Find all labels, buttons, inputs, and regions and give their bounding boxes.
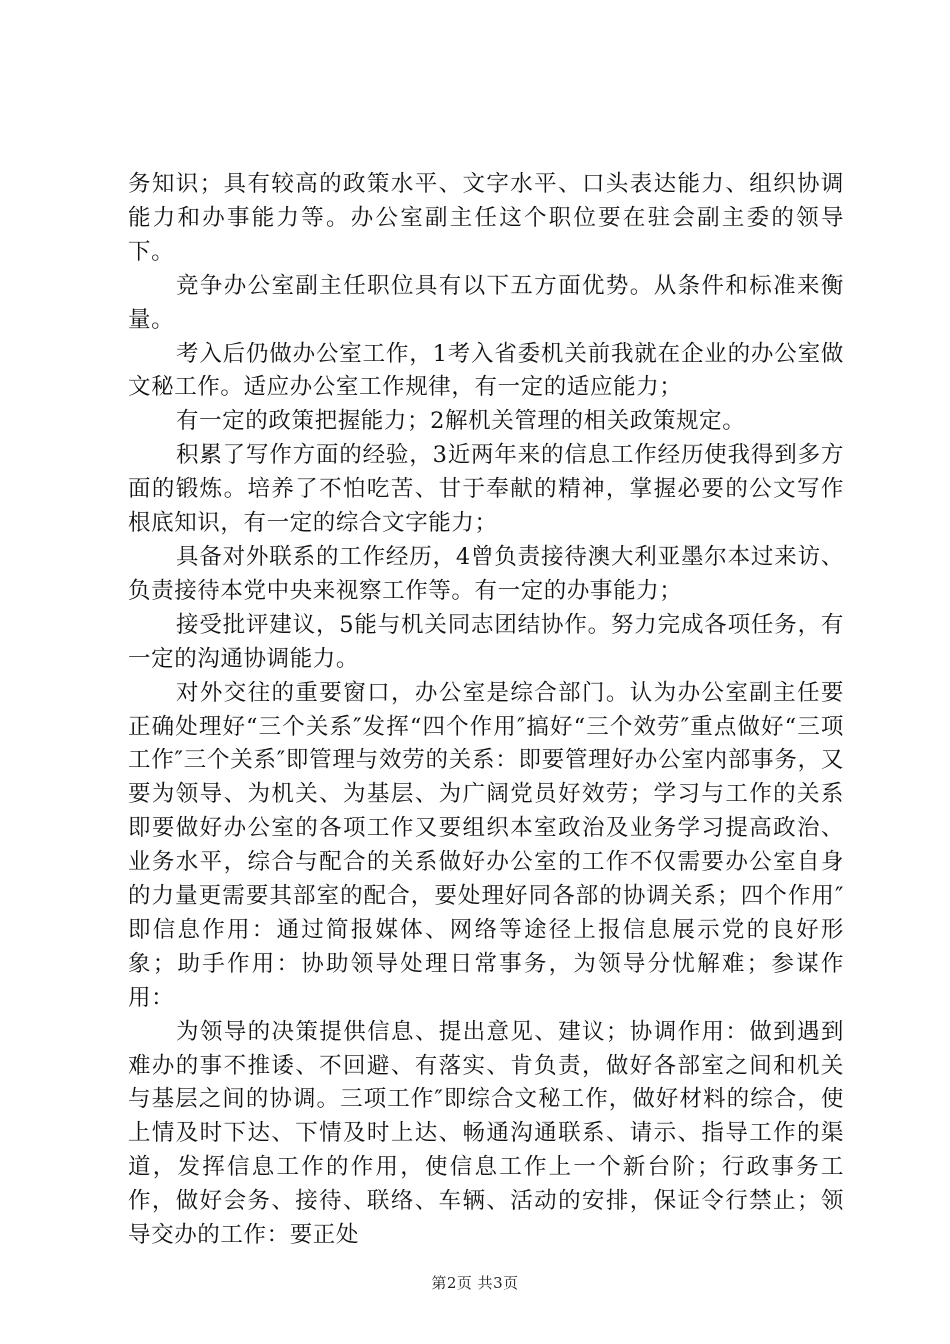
paragraph-3: 考入后仍做办公室工作，1考入省委机关前我就在企业的办公室做文秘工作。适应办公室工作规律，有一定的适应能力； [128,340,844,401]
paragraph-6: 具备对外联系的工作经历，4曾负责接待澳大利亚墨尔本过来访、负责接待本党中央来视察工作等。有一定的办事能力； [128,543,844,604]
paragraph-5: 积累了写作方面的经验，3近两年来的信息工作经历使我得到多方面的锻炼。培养了不怕吃苦、甘于奉献的精神，掌握必要的公文写作根底知识，有一定的综合文字能力； [128,442,844,537]
paragraph-8: 对外交往的重要窗口，办公室是综合部门。认为办公室副主任要正确处理好“三个关系″发挥“四个作用″搞好“三个效劳″重点做好“三项工作″三个关系″即管理与效劳的关系：即要管理好办公室内部事务，又要为领导、为机关、为基层、为广阔党员好效劳；学习与工作的关系即要做好办公室的各项工作又要组织本室政治及业务学习提高政治、业务水平，综合与配合的关系做好办公室的工作不仅需要办公室自身的力量更需要其部室的配合，要处理好同各部的协调关系；四个作用″即信息作用：通过简报媒体、网络等途径上报信息展示党的良好形象；助手作用：协助领导处理日常事务，为领导分忧解难；参谋作用： [128,679,844,1011]
document-body [128,168,844,1253]
paragraph-1: 务知识；具有较高的政策水平、文字水平、口头表达能力、组织协调能力和办事能力等。办公室副主任这个职位要在驻会副主委的领导下。 [128,171,844,265]
paragraph-4: 有一定的政策把握能力；2解机关管理的相关政策规定。 [176,408,746,435]
paragraph-2: 竞争办公室副主任职位具有以下五方面优势。从条件和标准来衡量。 [128,272,844,333]
paragraph-7: 接受批评建议，5能与机关同志团结协作。努力完成各项任务，有一定的沟通协调能力。 [128,611,844,672]
page-number-footer: 第2页 共3页 [431,1274,519,1292]
paragraph-9: 为领导的决策提供信息、提出意见、建议；协调作用：做到遇到难办的事不推诿、不回避、有落实、肯负责，做好各部室之间和机关与基层之间的协调。三项工作″即综合文秘工作，做好材料的综合，使上情及时下达、下情及时上达、畅通沟通联系、请示、指导工作的渠道，发挥信息工作的作用，使信息工作上一个新台阶；行政事务工作，做好会务、接待、联络、车辆、活动的安排，保证令行禁止；领导交办的工作：要正处 [128,1018,844,1249]
